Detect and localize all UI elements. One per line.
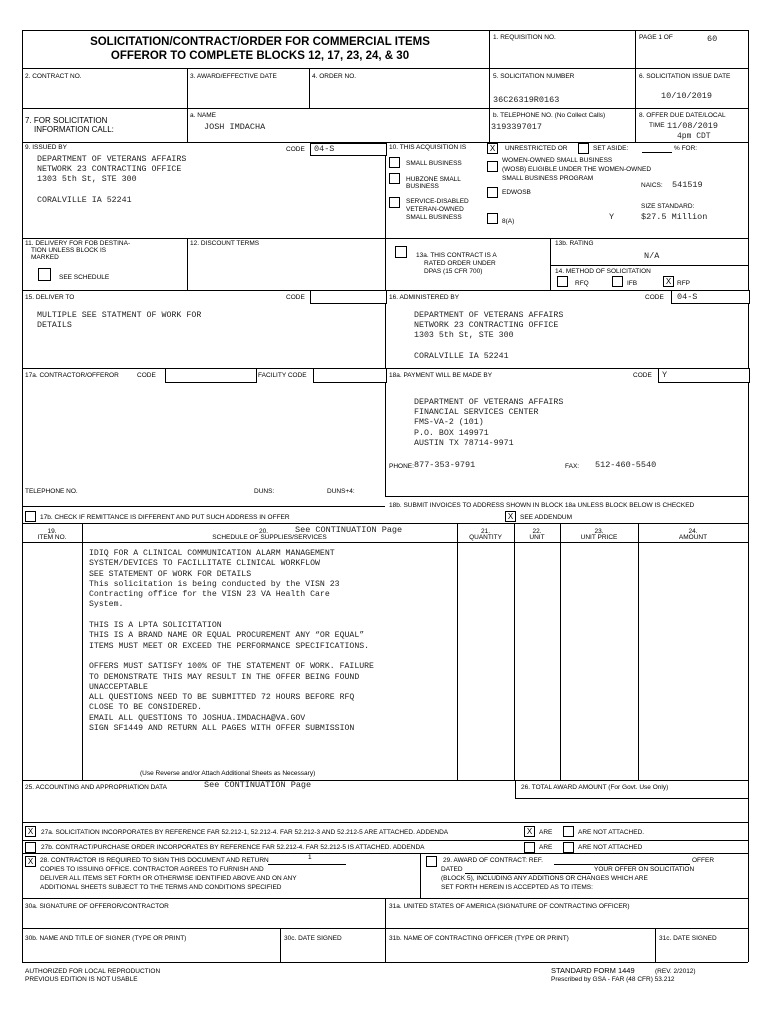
submit-invoices-label: 18b. SUBMIT INVOICES TO ADDRESS SHOWN IN BLOCK 18a UNLESS BLOCK BELOW IS CHECKED [389,502,695,509]
col22-number: 22. [532,528,542,535]
contact-phone[interactable]: 3193397017 [491,122,543,132]
contractor-code-box[interactable] [165,368,257,383]
administered-by-label: 16. ADMINISTERED BY [389,294,460,301]
contract-no-label: 2. CONTRACT NO. [25,73,82,80]
total-award-label: 26. TOTAL AWARD AMOUNT (For Govt. Use Only) [521,784,669,791]
rated-order-checkbox[interactable] [395,246,407,258]
schedule-line: CLOSE TO BE CONSIDERED. [89,703,203,713]
payment-code: Y [662,370,668,380]
sdvosb-label-3: SMALL BUSINESS [406,214,462,221]
eight-a-checkbox[interactable] [487,213,498,224]
schedule-line [89,611,374,621]
footer-reproduction: AUTHORIZED FOR LOCAL REPRODUCTION [25,968,161,975]
offer-due-label: 8. OFFER DUE DATE/LOCAL [639,112,726,119]
naics-label: NAICS: [641,182,663,189]
clause-27a-are-label: ARE [539,829,553,836]
award-ref-line[interactable] [554,864,690,865]
issued-line: NETWORK 23 CONTRACTING OFFICE [37,165,182,175]
contractor-telephone-label: TELEPHONE NO. [25,488,78,495]
offer-due-time-label: TIME [649,122,665,129]
acquisition-label: 10. THIS ACQUISITION IS [389,144,467,151]
solicitation-date[interactable]: 10/10/2019 [661,91,713,101]
sdvosb-label-1: SERVICE-DISABLED [406,198,469,205]
signature-offeror-label: 30a. SIGNATURE OF OFFEROR/CONTRACTOR [25,903,169,910]
ifb-label: IFB [627,280,638,287]
issued-code: 04-S [314,144,335,154]
hubzone-checkbox[interactable] [389,173,400,184]
deliver-code-label: CODE [286,294,305,301]
offer-due-time[interactable]: 4pm CDT [677,132,711,141]
clause-27b-are-checkbox[interactable] [524,842,535,853]
wosb-checkbox[interactable] [487,161,498,172]
wosb-label-2: (WOSB) ELIGIBLE UNDER THE WOMEN-OWNED [502,166,652,173]
schedule-line: SIGN SF1449 AND RETURN ALL PAGES WITH OFFER SUBMISSION [89,724,355,734]
clause-29-dated: DATED [441,866,463,873]
rating-value[interactable]: N/A [644,251,660,261]
set-aside-pct-line[interactable] [642,152,672,153]
method-label: 14. METHOD OF SOLICITATION [555,268,651,275]
clause-27a-are-checkbox[interactable]: X [524,826,535,837]
schedule-line [89,652,374,662]
footer-previous-edition: PREVIOUS EDITION IS NOT USABLE [25,976,138,983]
rated-order-label-3: DPAS (15 CFR 700) [424,268,483,275]
wosb-label-1: WOMEN-OWNED SMALL BUSINESS [502,157,613,164]
schedule-line: System. [89,600,124,610]
remittance-label: 17b. CHECK IF REMITTANCE IS DIFFERENT AND PUT SUCH ADDRESS IN OFFER [40,514,290,521]
offer-due-date[interactable]: 11/08/2019 [667,121,719,131]
schedule-line: Contracting office for the VISN 23 VA Health Care [89,590,330,600]
payment-line: FMS-VA-2 (101) [414,418,484,428]
col24-header: AMOUNT [678,534,708,541]
rfp-checkbox[interactable]: X [663,276,674,287]
deliver-line: MULTIPLE SEE STATMENT OF WORK FOR [37,311,202,320]
size-standard-value[interactable]: $27.5 Million [641,212,708,222]
pct-for-label: % FOR: [674,145,698,152]
ifb-checkbox[interactable] [612,276,623,287]
issued-code-label: CODE [286,146,305,153]
admin-line: CORALVILLE IA 52241 [414,351,509,361]
clause-27b-label: 27b. CONTRACT/PURCHASE ORDER INCORPORATES BY REFERENCE FAR 52.212-4. FAR 52.212-5 IS ATTACHED. ADDENDA [41,844,425,851]
contractor-label: 17a. CONTRACTOR/OFFEROR [25,372,119,379]
requisition-label: 1. REQUISITION NO. [493,34,556,41]
telephone-label: b. TELEPHONE NO. (No Collect Calls) [493,112,606,119]
col20-header: SCHEDULE OF SUPPLIES/SERVICES [212,534,327,541]
facility-code-box[interactable] [313,368,387,383]
issued-line: CORALVILLE IA 52241 [37,195,132,205]
officer-date-label: 31c. DATE SIGNED [659,935,717,942]
payment-line: AUSTIN TX 78714-9971 [414,438,514,448]
contractor-code-label: CODE [137,372,156,379]
officer-name-label: 31b. NAME OF CONTRACTING OFFICER (TYPE OR PRINT) [389,935,569,942]
clause-27b-checkbox[interactable] [25,842,36,853]
schedule-description [89,549,374,734]
clause-27a-label: 27a. SOLICITATION INCORPORATES BY REFERENCE FAR 52.212-1, 52.212-4. FAR 52.212-3 AND 52.212-5 ARE ATTACHED. ADDENDA [41,829,449,836]
schedule-continuation: See CONTINUATION Page [295,525,403,535]
page-label: PAGE 1 OF [639,34,673,41]
info-call-label [25,116,114,134]
administered-by-address [414,311,563,362]
admin-code: 04-S [677,292,698,302]
see-addendum-checkbox[interactable]: X [505,511,516,522]
payment-phone[interactable]: 877-353-9791 [414,460,476,470]
schedule-line: OFFERS MUST SATISFY 100% OF THE STATEMENT OF WORK. FAILURE [89,662,374,672]
schedule-line: UNACCEPTABLE [89,682,148,692]
issued-line: DEPARTMENT OF VETERANS AFFAIRS [37,155,187,164]
delivery-label-3: MARKED [31,254,59,261]
wosb-label-3: SMALL BUSINESS PROGRAM [502,175,594,182]
clause-27a-are-not-label: ARE NOT ATTACHED. [578,829,645,836]
schedule-line: IDIQ FOR A CLINICAL COMMUNICATION ALARM MANAGEMENT [89,549,335,558]
see-schedule-checkbox[interactable] [38,268,51,281]
schedule-line: TO DEMONSTRATE THIS MAY RESULT IN THE OFFER BEING FOUND [89,672,360,682]
col19-number: 19. [47,528,57,535]
col24-number: 24. [688,528,698,535]
small-business-checkbox[interactable] [389,157,400,168]
hubzone-label-1: HUBZONE SMALL [406,176,461,183]
signer-name-label: 30b. NAME AND TITLE OF SIGNER (TYPE OR PRINT) [25,935,187,942]
clause-29-line4: SET FORTH HEREIN IS ACCEPTED AS TO ITEMS: [441,884,593,891]
solicitation-date-label: 6. SOLICITATION ISSUE DATE [639,73,731,80]
name-label: a. NAME [190,112,217,119]
clause-28-line4: ADDITIONAL SHEETS SUBJECT TO THE TERMS AND CONDITIONS SPECIFIED [40,884,282,891]
payment-label: 18a. PAYMENT WILL BE MADE BY [389,372,493,379]
signature-officer-label: 31a. UNITED STATES OF AMERICA (SIGNATURE OF CONTRACTING OFFICER) [389,903,630,910]
col21-number: 21. [480,528,491,535]
payment-code-box[interactable] [658,368,750,383]
sdvosb-checkbox[interactable] [389,197,400,208]
accounting-label: 25. ACCOUNTING AND APPROPRIATION DATA [25,784,167,791]
rated-order-label-1: 13a. THIS CONTRACT IS A [416,252,497,259]
admin-line [414,342,563,352]
deliver-code-box[interactable] [310,290,387,304]
unrestricted-checkbox[interactable]: X [487,143,498,154]
edwosb-label: EDWOSB [502,189,531,196]
discount-terms-label: 12. DISCOUNT TERMS [190,240,260,247]
payment-fax[interactable]: 512-460-5540 [595,460,657,470]
payment-phone-label: PHONE: [389,463,414,470]
duns-label: DUNS: [254,488,275,495]
small-business-label: SMALL BUSINESS [406,160,462,167]
signer-date-label: 30c. DATE SIGNED [284,935,342,942]
schedule-line: SEE STATEMENT OF WORK FOR DETAILS [89,569,252,579]
rfq-checkbox[interactable] [557,276,568,287]
clause-28-checkbox[interactable]: X [25,856,36,867]
issued-by-label: 9. ISSUED BY [25,144,67,151]
accounting-value[interactable]: See CONTINUATION Page [204,780,312,790]
form-prescribed: Prescribed by GSA - FAR (48 CFR) 53.212 [551,976,675,983]
clause-28-line3: DELIVER ALL ITEMS SET FORTH OR OTHERWISE IDENTIFIED ABOVE AND ON ANY [40,875,297,882]
schedule-line: SYSTEM/DEVICES TO FACILLITATE CLINICAL WORKFLOW [89,559,320,569]
issued-by-address [37,155,186,206]
info-call-label-line2: INFORMATION CALL: [34,125,114,134]
issued-line: 1303 5th St, STE 300 [37,175,137,185]
clause-28-line1: 28. CONTRACTOR IS REQUIRED TO SIGN THIS DOCUMENT AND RETURN [40,857,269,864]
form-title-line2: OFFEROR TO COMPLETE BLOCKS 12, 17, 23, 24, & 30 [110,50,410,62]
admin-line: DEPARTMENT OF VETERANS AFFAIRS [414,311,564,320]
award-date-label: 3. AWARD/EFFECTIVE DATE [190,73,277,80]
schedule-line: ITEMS MUST MEET OR EXCEED THE PERFORMANCE SPECIFICATIONS. [89,641,370,651]
rfq-label: RFQ [575,280,589,287]
deliver-line: DETAILS [37,321,72,331]
see-addendum-label: SEE ADDENDUM [520,514,573,521]
clause-29-line2: YOUR OFFER ON SOLICITATION [594,866,695,873]
rated-order-label-2: RATED ORDER UNDER [424,260,496,267]
clause-27b-are-label: ARE [539,844,553,851]
deliver-to-address [37,311,201,331]
clause-27a-checkbox[interactable]: X [25,826,36,837]
clause-29-offer: OFFER [692,857,715,864]
issued-line [37,186,186,196]
clause-28-line2: COPIES TO ISSUING OFFICE. CONTRACTOR AGREES TO FURNISH AND [40,866,264,873]
schedule-line: This solicitation is being conducted by the VISN 23 [89,579,340,589]
duns4-label: DUNS+4: [327,488,355,495]
info-call-label-line1: 7. FOR SOLICITATION [25,116,108,125]
remittance-checkbox[interactable] [25,511,36,522]
dated-line[interactable] [465,873,591,874]
solicitation-number-label: 5. SOLICITATION NUMBER [493,73,575,80]
admin-code-label: CODE [645,294,664,301]
order-no-label: 4. ORDER NO. [312,73,357,80]
contact-name[interactable]: JOSH IMDACHA [204,122,266,132]
payment-fax-label: FAX: [565,463,580,470]
hubzone-label-2: BUSINESS [406,183,439,190]
facility-code-label: FACILITY CODE [258,372,307,379]
form-revision: (REV. 2/2012) [655,968,696,975]
clause-29-line1: 29. AWARD OF CONTRACT: REF. [443,857,543,864]
payment-address [414,398,563,449]
set-aside-checkbox[interactable] [578,143,589,154]
col22-header: UNIT [529,534,545,541]
clause-29-line3: (BLOCK 5), INCLUDING ANY ADDITIONS OR CHANGES WHICH ARE [441,875,648,882]
clause-27b-are-not-label: ARE NOT ATTACHED [578,844,643,851]
col19-header: ITEM NO. [37,534,67,541]
schedule-line: EMAIL ALL QUESTIONS TO JOSHUA.IMDACHA@VA.GOV [89,713,306,723]
clause-29-checkbox[interactable] [426,856,437,867]
size-standard-label: SIZE STANDARD: [641,203,695,210]
rfp-label: RFP [677,280,690,287]
copies-line[interactable] [268,864,346,865]
payment-line: P.O. BOX 149971 [414,428,489,438]
col21-header: QUANTITY [469,534,502,541]
form-title-line1: SOLICITATION/CONTRACT/ORDER FOR COMMERCIAL ITEMS [90,36,430,48]
col20-number: 20. [259,528,269,535]
form-name: STANDARD FORM 1449 [551,966,635,975]
eight-a-label: 8(A) [502,218,515,225]
col23-number: 23. [594,528,604,535]
schedule-line: THIS IS A LPTA SOLICITATION [89,621,222,631]
copies-value: 1 [308,854,312,861]
payment-line: FINANCIAL SERVICES CENTER [414,408,539,418]
rating-label: 13b. RATING [555,240,594,247]
naics-value[interactable]: 541519 [672,180,703,190]
delivery-label-1: 11. DELIVERY FOR FOB DESTINA- [25,240,131,247]
admin-line: NETWORK 23 CONTRACTING OFFICE [414,321,559,331]
reverse-note: (Use Reverse and/or Attach Additional Sheets as Necessary) [140,770,316,777]
clause-27b-are-not-checkbox[interactable] [563,842,574,853]
eight-a-value: Y [609,212,615,222]
deliver-to-label: 15. DELIVER TO [25,294,75,301]
admin-line: 1303 5th St, STE 300 [414,331,514,341]
sdvosb-label-2: VETERAN-OWNED [406,206,464,213]
schedule-line: THIS IS A BRAND NAME OR EQUAL PROCUREMENT ANY “OR EQUAL” [89,631,365,641]
edwosb-checkbox[interactable] [487,187,498,198]
see-schedule-label: SEE SCHEDULE [59,274,110,281]
clause-27a-are-not-checkbox[interactable] [563,826,574,837]
payment-line: DEPARTMENT OF VETERANS AFFAIRS [414,398,564,407]
page-count: 60 [707,34,718,44]
solicitation-number[interactable]: 36C26319R0163 [493,95,560,105]
col23-header: UNIT PRICE [580,534,618,541]
set-aside-label: SET ASIDE: [593,145,629,152]
delivery-label-2: TION UNLESS BLOCK IS [31,247,107,254]
unrestricted-label: UNRESTRICTED OR [505,145,568,152]
payment-code-label: CODE [633,372,652,379]
schedule-line: ALL QUESTIONS NEED TO BE SUBMITTED 72 HOURS BEFORE RFQ [89,693,355,703]
